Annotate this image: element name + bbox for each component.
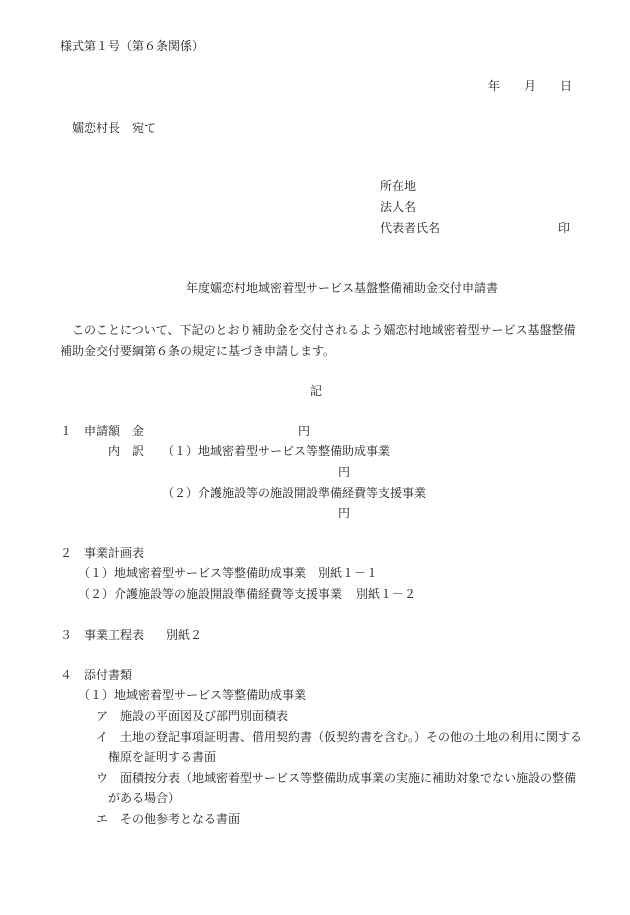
- section1-heading: １ 申請額 金: [60, 424, 145, 438]
- breakdown-label: 内 訳: [108, 444, 145, 458]
- corp-name-label: 法人名: [380, 200, 417, 214]
- plan-item2-label: （２）介護施設等の施設開設準備経費等支援事業: [78, 587, 343, 601]
- attach-item-u-line1: ウ 面積按分表（地域密着型サービス等整備助成事業の実施に補助対象でない施設の整備: [96, 771, 577, 785]
- addressee: 嬬恋村長 宛て: [72, 121, 157, 135]
- seal-mark: 印: [558, 221, 571, 235]
- section3-ref: 別紙２: [166, 628, 203, 642]
- body-line-1: このことについて、下記のとおり補助金を交付されるよう嬬恋村地域密着型サービス基盤整備: [72, 323, 576, 337]
- section3-heading: ３ 事業工程表: [60, 628, 145, 642]
- section2-heading: ２ 事業計画表: [60, 546, 145, 560]
- plan-item1-ref: 別紙１－１: [318, 566, 379, 580]
- breakdown-item2: （２）介護施設等の施設開設準備経費等支援事業: [162, 486, 427, 500]
- plan-item1-label: （１）地域密着型サービス等整備助成事業: [78, 566, 307, 580]
- body-line-2: 補助金交付要綱第６条の規定に基づき申請します。: [60, 344, 336, 358]
- representative-label: 代表者氏名: [380, 221, 441, 235]
- form-number: 様式第１号（第６条関係）: [60, 39, 205, 53]
- attach-item-e: エ その他参考となる書面: [96, 812, 241, 826]
- plan-item2-ref: 別紙１－２: [356, 587, 417, 601]
- date-month: 月: [524, 79, 537, 93]
- document-title: 年度嬬恋村地域密着型サービス基盤整備補助金交付申請書: [186, 281, 499, 295]
- address-label: 所在地: [380, 179, 417, 193]
- attach-item-i-line1: イ 土地の登記事項証明書、借用契約書（仮契約書を含む。）その他の土地の利用に関する: [96, 730, 583, 744]
- date-day: 日: [560, 79, 573, 93]
- breakdown-item1-yen: 円: [338, 465, 351, 479]
- section4-heading: ４ 添付書類: [60, 668, 133, 682]
- attach-item-a: ア 施設の平面図及び部門別面積表: [96, 709, 289, 723]
- breakdown-item2-yen: 円: [338, 506, 351, 520]
- section1-yen: 円: [298, 424, 311, 438]
- attach-item-u-line2: がある場合）: [108, 791, 181, 805]
- breakdown-item1: （１）地域密着型サービス等整備助成事業: [162, 444, 391, 458]
- date-year: 年: [488, 79, 501, 93]
- attach-item-i-line2: 権原を証明する書面: [108, 750, 217, 764]
- ki-heading: 記: [310, 384, 323, 398]
- attach-sub1: （１）地域密着型サービス等整備助成事業: [78, 688, 307, 702]
